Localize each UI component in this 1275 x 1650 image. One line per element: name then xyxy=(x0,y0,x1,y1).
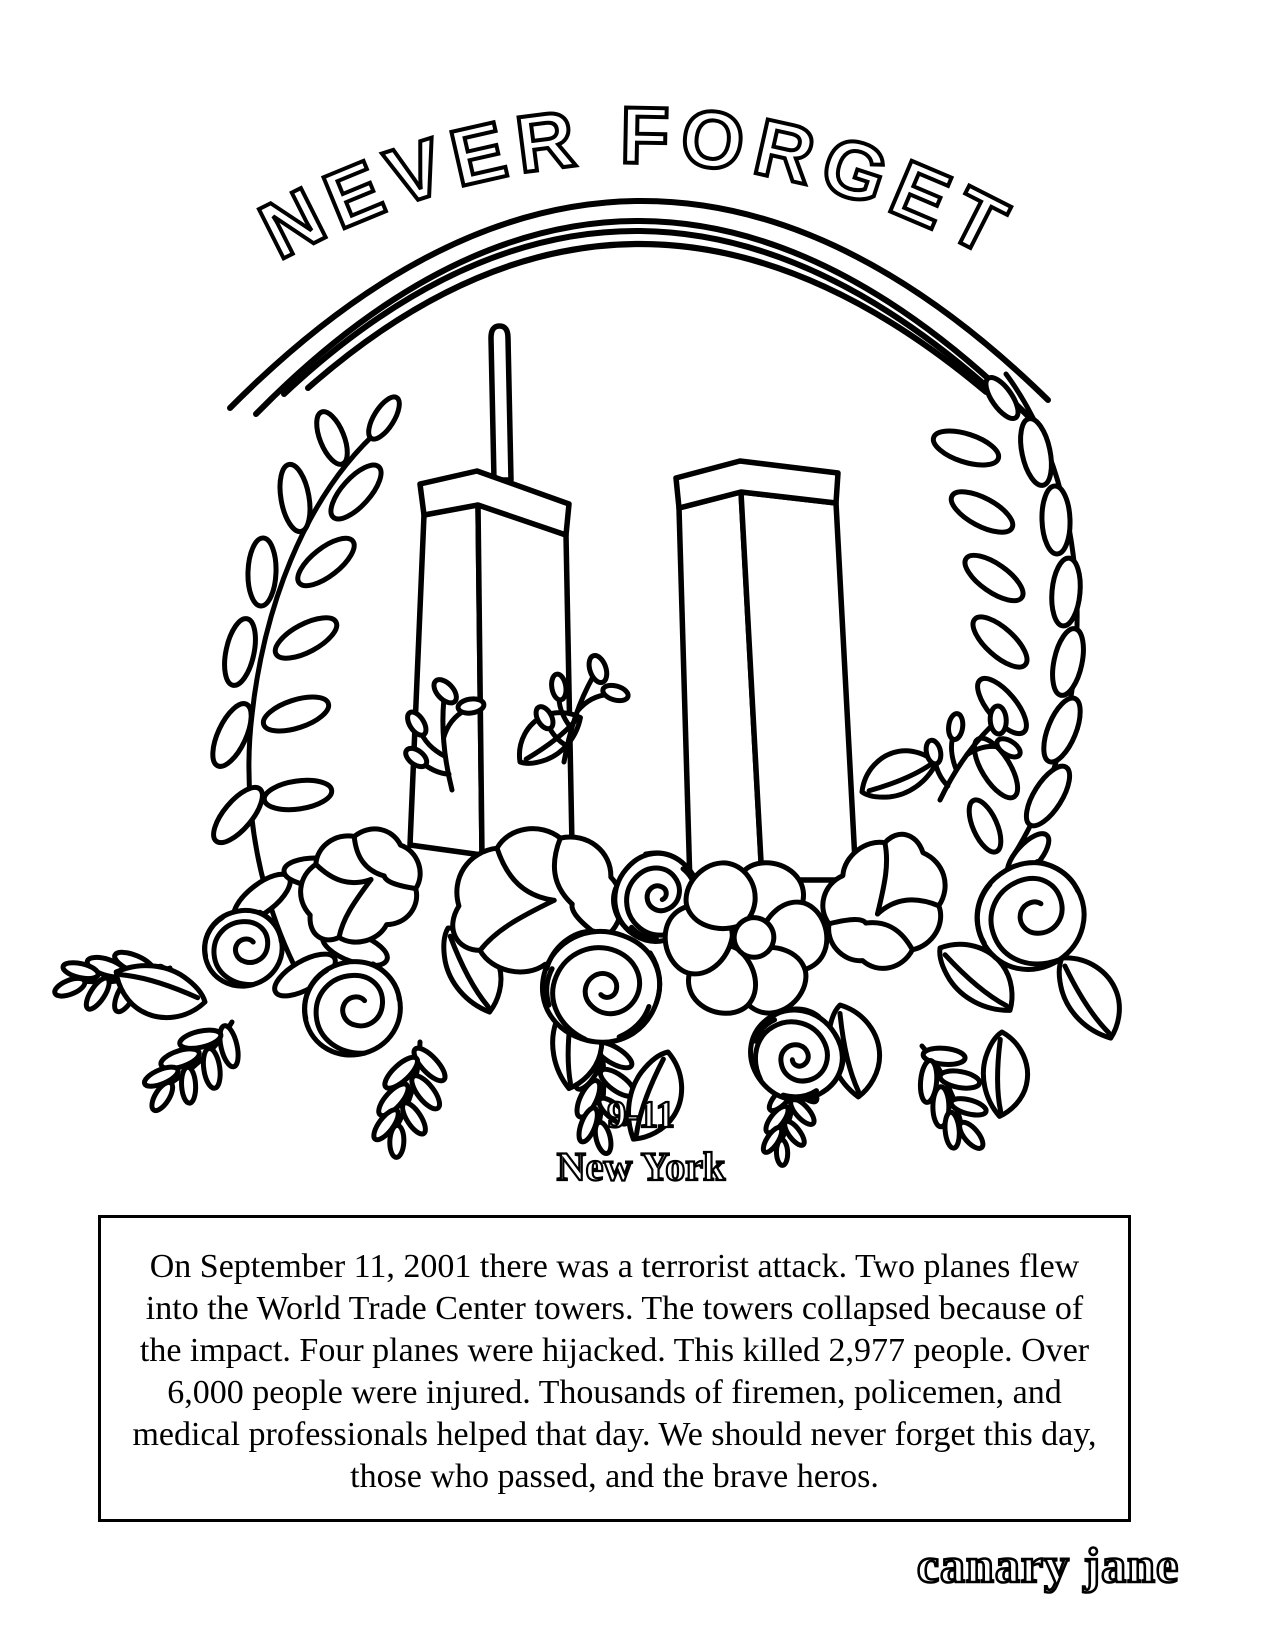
laurel-leaf xyxy=(1047,626,1089,698)
fern-leaf xyxy=(129,1001,259,1135)
laurel-leaf xyxy=(310,408,353,469)
laurel-leaf xyxy=(980,373,1024,424)
laurel-leaf xyxy=(363,392,405,443)
rose-flower xyxy=(304,962,400,1055)
info-line: those who passed, and the brave heros. xyxy=(350,1458,879,1495)
laurel-leaf xyxy=(945,484,1018,541)
laurel-leaf xyxy=(963,796,1008,857)
laurel-leaf xyxy=(965,609,1034,675)
signature-text: canary jane xyxy=(916,1537,1180,1593)
info-box xyxy=(98,1215,1131,1522)
laurel-leaf xyxy=(323,457,389,526)
laurel-leaf xyxy=(262,776,333,813)
info-line: the impact. Four planes were hijacked. This killed 2,977 people. Over xyxy=(139,1332,1090,1369)
laurel-leaf xyxy=(929,424,1002,472)
fern-leaf xyxy=(365,1036,456,1166)
laurel-leaf xyxy=(275,462,314,534)
right-laurel-branch xyxy=(929,373,1088,885)
laurel-leaf xyxy=(1015,416,1057,488)
info-line: into the World Trade Center towers. The towers collapsed because of xyxy=(145,1290,1084,1327)
caption-new-york: New York xyxy=(556,1144,726,1189)
antenna xyxy=(491,326,511,480)
left-tower xyxy=(410,471,572,855)
info-line: On September 11, 2001 there was a terrorist attack. Two planes flew xyxy=(149,1248,1080,1285)
arch-arc xyxy=(284,231,1004,402)
caption-911: 9-11 xyxy=(607,1094,675,1136)
laurel-leaf xyxy=(1036,693,1087,767)
title-arc-text: NEVER FORGET xyxy=(246,90,1029,277)
laurel-leaf xyxy=(205,780,270,850)
info-line: 6,000 people were injured. Thousands of firemen, policemen, and xyxy=(167,1374,1062,1411)
laurel-leaf xyxy=(958,547,1030,609)
laurel-leaf xyxy=(1018,760,1078,833)
laurel-leaf xyxy=(219,616,261,688)
laurel-leaf xyxy=(259,690,332,738)
right-tower xyxy=(676,461,856,885)
laurel-leaf xyxy=(1041,486,1071,555)
rose-flower xyxy=(205,910,283,986)
laurel-leaf xyxy=(247,538,277,607)
info-line: medical professionals helped that day. We should never forget this day, xyxy=(132,1416,1097,1453)
laurel-leaf xyxy=(269,610,342,667)
